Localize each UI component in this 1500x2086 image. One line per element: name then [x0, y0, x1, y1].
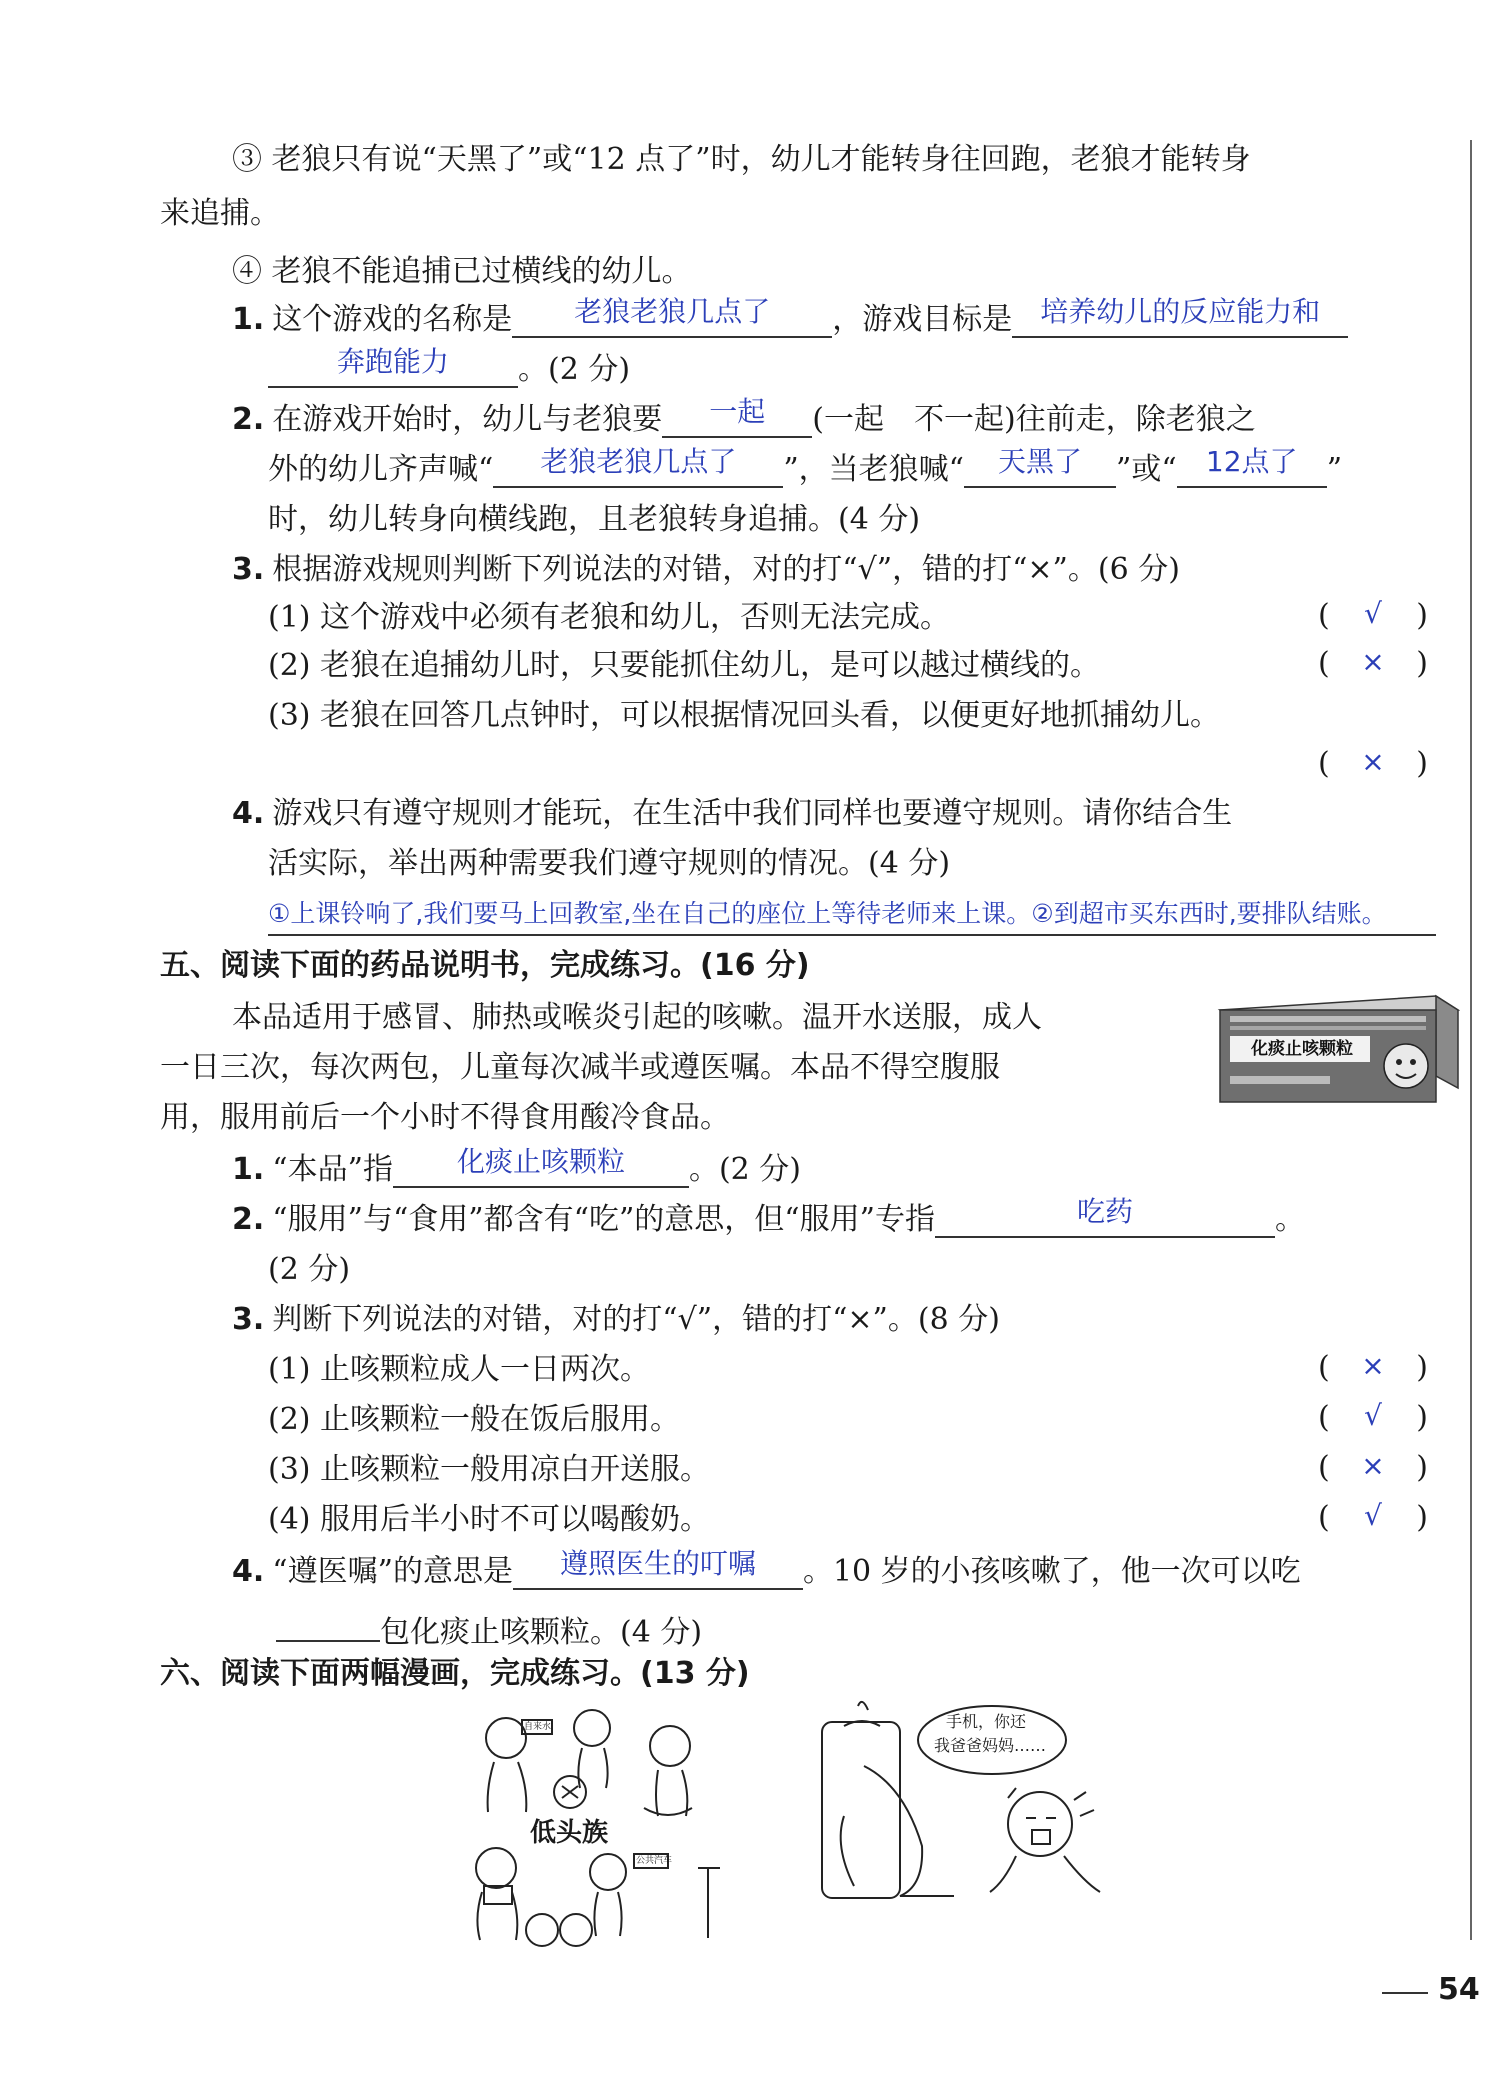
speech-bubble-text: 我爸爸妈妈…… [934, 1736, 1047, 1755]
medicine-box-image [1210, 992, 1460, 1110]
page-number-rule [1382, 1992, 1428, 1994]
answer-mark: × [1361, 1349, 1385, 1382]
question-4 [232, 794, 1232, 834]
question-1 [232, 295, 1348, 340]
question-number: 1. [232, 302, 265, 337]
question-text: 游戏只有遵守规则才能玩，在生活中我们同样也要遵守规则。请你结合生 [272, 796, 1233, 831]
question-4-cont: 活实际，举出两种需要我们遵守规则的情况。(4 分) [268, 846, 951, 881]
answer-text: 老狼老狼几点了 [574, 295, 771, 328]
passage-line: 用，服用前后一个小时不得食用酸冷食品。 [160, 1100, 730, 1135]
question-2-cont [268, 445, 1343, 490]
speech-bubble-text: 手机，你还 [946, 1712, 1027, 1731]
answer-text: 12点了 [1205, 445, 1298, 478]
answer-text: 老狼老狼几点了 [540, 445, 737, 478]
question-text: ，游戏目标是 [832, 302, 1013, 337]
question-text: 。(2 分) [518, 352, 631, 387]
passage-line: 一日三次，每次两包，儿童每次减半或遵医嘱。本品不得空腹服 [160, 1050, 1000, 1085]
question-3 [232, 1300, 1000, 1340]
page-number: 54 [1438, 1972, 1480, 2007]
passage-line: 本品适用于感冒、肺热或喉炎引起的咳嗽。温开水送服，成人 [232, 1000, 1042, 1035]
question-text: ”，当老狼喊“ [783, 452, 965, 487]
question-text: “遵医嘱”的意思是 [272, 1554, 513, 1589]
question-number: 3. [232, 1302, 265, 1337]
answer-blank[interactable] [512, 295, 832, 338]
answer-blank[interactable] [1012, 295, 1348, 338]
comic-phone-child [804, 1696, 1134, 1906]
answer-blank[interactable] [662, 395, 812, 438]
answer-line [268, 934, 1436, 936]
question-text: 。 [1274, 1202, 1305, 1237]
judge-item: (1) 这个游戏中必须有老狼和幼儿，否则无法完成。 [268, 600, 951, 635]
judge-answer[interactable]: ( × ) [1318, 1448, 1428, 1488]
question-text: 这个游戏的名称是 [272, 302, 513, 337]
question-text: 根据游戏规则判断下列说法的对错，对的打“√”，错的打“×”。(6 分) [272, 552, 1180, 587]
question-1 [232, 1145, 801, 1190]
judge-answer[interactable]: ( √ ) [1318, 1398, 1428, 1438]
answer-text: 化痰止咳颗粒 [456, 1145, 625, 1178]
judge-answer[interactable]: ( √ ) [1318, 596, 1428, 636]
judge-item: (2) 老狼在追捕幼儿时，只要能抓住幼儿，是可以越过横线的。 [268, 648, 1101, 683]
question-text: “服用”与“食用”都含有“吃”的意思，但“服用”专指 [272, 1202, 935, 1237]
question-3 [232, 550, 1180, 590]
answer-text: 奔跑能力 [336, 345, 449, 378]
question-text: ” [1326, 452, 1343, 487]
question-2 [232, 395, 1256, 440]
judge-answer[interactable]: ( × ) [1318, 1348, 1428, 1388]
question-text: ”或“ [1116, 452, 1177, 487]
answer-text: 培养幼儿的反应能力和 [1040, 295, 1321, 328]
answer-text: 天黑了 [998, 445, 1083, 478]
comic-low-head-tribe [458, 1708, 728, 1958]
answer-text: 吃药 [1076, 1195, 1133, 1228]
answer-blank[interactable] [935, 1195, 1275, 1238]
question-number: 2. [232, 402, 265, 437]
question-text: 外的幼儿齐声喊“ [268, 452, 494, 487]
question-2-cont2: 时，幼儿转身向横线跑，且老狼转身追捕。(4 分) [268, 502, 921, 537]
question-text: 。(2 分) [688, 1152, 801, 1187]
question-text: 。10 岁的小孩咳嗽了，他一次可以吃 [802, 1554, 1301, 1589]
rule-4: ④ 老狼不能追捕已过横线的幼儿。 [232, 254, 692, 289]
comic-title: 低头族 [530, 1818, 609, 1848]
judge-item: (3) 老狼在回答几点钟时，可以根据情况回头看，以便更好地抓捕幼儿。 [268, 698, 1221, 733]
rule-3: ③ 老狼只有说“天黑了”或“12 点了”时，幼儿才能转身往回跑，老狼才能转身 [232, 142, 1251, 177]
answer-blank[interactable] [393, 1145, 689, 1188]
section-heading: 五、阅读下面的药品说明书，完成练习。(16 分) [160, 948, 810, 983]
answer-blank[interactable] [268, 345, 518, 388]
answer-mark: × [1361, 645, 1385, 678]
question-text: (一起 不一起)往前走，除老狼之 [812, 402, 1256, 437]
comic-sign: 公共汽车 [636, 1856, 673, 1866]
judge-answer[interactable]: ( √ ) [1318, 1498, 1428, 1538]
judge-item: (3) 止咳颗粒一般用凉白开送服。 [268, 1452, 711, 1487]
question-number: 4. [232, 1554, 265, 1589]
answer-blank[interactable] [276, 1604, 380, 1642]
section-heading: 六、阅读下面两幅漫画，完成练习。(13 分) [160, 1656, 750, 1691]
judge-item: (1) 止咳颗粒成人一日两次。 [268, 1352, 651, 1387]
question-2 [232, 1195, 1305, 1240]
question-text: 在游戏开始时，幼儿与老狼要 [272, 402, 663, 437]
answer-mark: √ [1364, 1399, 1382, 1432]
question-number: 3. [232, 552, 265, 587]
answer-blank[interactable] [513, 1547, 803, 1590]
question-number: 1. [232, 1152, 265, 1187]
judge-item: (2) 止咳颗粒一般在饭后服用。 [268, 1402, 681, 1437]
question-number: 2. [232, 1202, 265, 1237]
answer-mark: √ [1364, 1499, 1382, 1532]
question-text: 判断下列说法的对错，对的打“√”，错的打“×”。(8 分) [272, 1302, 1000, 1337]
box-label: 化痰止咳颗粒 [1251, 1039, 1353, 1059]
answer-mark: × [1361, 1449, 1385, 1482]
answer-mark: × [1361, 745, 1385, 778]
answer-blank[interactable] [1177, 445, 1327, 488]
answer-text: 遵照医生的叮嘱 [559, 1547, 756, 1580]
question-text: “本品”指 [272, 1152, 393, 1187]
judge-item: (4) 服用后半小时不可以喝酸奶。 [268, 1502, 711, 1537]
comic-sign: 自来水 [524, 1722, 552, 1732]
answer-text: ①上课铃响了,我们要马上回教室,坐在自己的座位上等待老师来上课。②到超市买东西时,要排队结账。 [268, 899, 1387, 928]
question-number: 4. [232, 796, 265, 831]
question-2-cont: (2 分) [268, 1252, 351, 1287]
question-4-cont [276, 1604, 702, 1653]
judge-answer[interactable]: ( × ) [1318, 744, 1428, 784]
question-4 [232, 1547, 1301, 1592]
answer-blank[interactable] [964, 445, 1116, 488]
answer-mark: √ [1364, 597, 1382, 630]
judge-answer[interactable]: ( × ) [1318, 644, 1428, 684]
margin-line [1470, 140, 1472, 1940]
question-1-cont [268, 345, 631, 390]
answer-blank[interactable] [493, 445, 783, 488]
answer-text: 一起 [709, 395, 766, 428]
question-text: 包化痰止咳颗粒。(4 分) [380, 1615, 703, 1650]
rule-3-cont: 来追捕。 [160, 196, 280, 231]
